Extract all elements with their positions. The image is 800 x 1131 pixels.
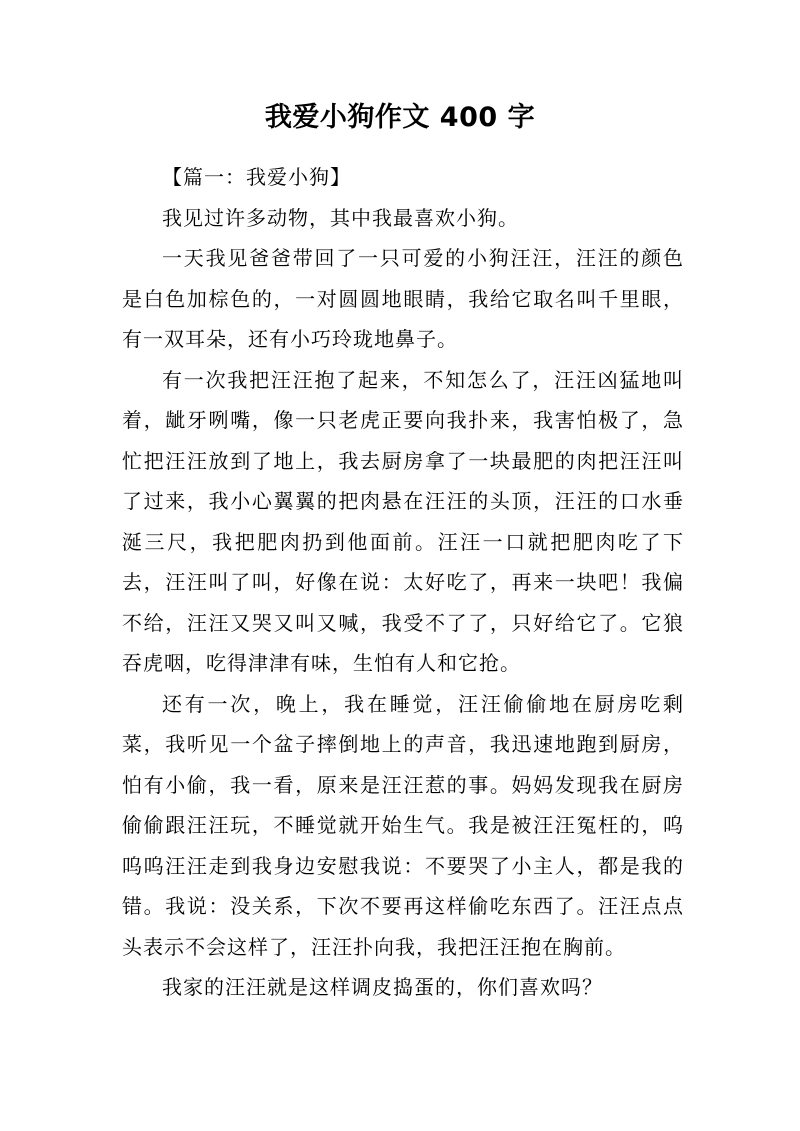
- paragraph: 我见过许多动物，其中我最喜欢小狗。: [162, 205, 519, 230]
- paragraph: 还有一次，晚上，我在睡觉，汪汪偷偷地在厨房吃剩菜，我听见一个盆子摔倒地上的声音，我迅速地跑到厨房，怕有小偷，我一看，原来是汪汪惹的事。妈妈发现我在厨房偷偷跟汪汪玩，不睡觉就开始生气。我是被汪汪冤枉的，呜呜呜汪汪走到我身边安慰我说：不要哭了小主人，都是我的错。我说：没关系，下次不要再这样偷吃东西了。汪汪点点头表示不会这样了，汪汪扑向我，我把汪汪抱在胸前。: [122, 691, 684, 959]
- document-title: 我爱小狗作文 400 字: [264, 102, 536, 133]
- paragraph: 有一次我把汪汪抱了起来，不知怎么了，汪汪凶猛地叫着，龇牙咧嘴，像一只老虎正要向我扑来，我害怕极了，急忙把汪汪放到了地上，我去厨房拿了一块最肥的肉把汪汪叫了过来，我小心翼翼的把肉悬在汪汪的头顶，汪汪的口水垂涎三尺，我把肥肉扔到他面前。汪汪一口就把肥肉吃了下去，汪汪叫了叫，好像在说：太好吃了，再来一块吧！我偏不给，汪汪又哭又叫又喊，我受不了了，只好给它了。它狼吞虎咽，吃得津津有味，生怕有人和它抢。: [122, 367, 684, 675]
- paragraph: 我家的汪汪就是这样调皮捣蛋的，你们喜欢吗？: [162, 975, 603, 999]
- paragraph: 一天我见爸爸带回了一只可爱的小狗汪汪，汪汪的颜色是白色加棕色的，一对圆圆地眼睛，我给它取名叫千里眼，有一双耳朵，还有小巧玲珑地鼻子。: [122, 246, 684, 351]
- document-body: [122, 157, 684, 1008]
- section-heading: 【篇一：我爱小狗】: [162, 165, 351, 189]
